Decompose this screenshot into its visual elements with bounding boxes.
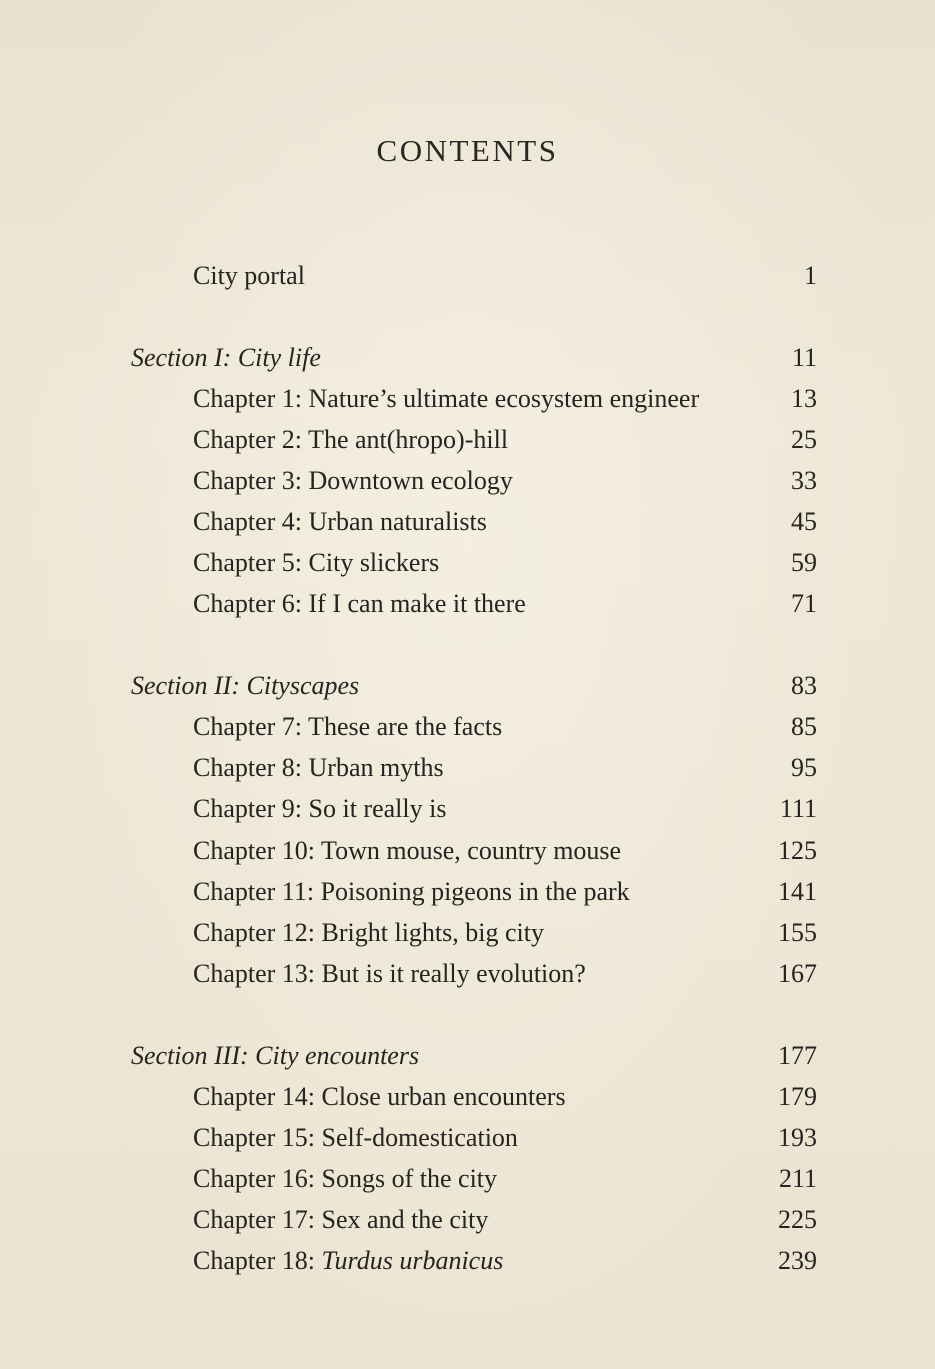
toc-chapter-4[interactable] — [0, 506, 935, 538]
toc-chapter-label: Chapter 14: Close urban encounters — [193, 1082, 566, 1111]
toc-page-number: 25 — [791, 425, 817, 454]
toc-chapter-3[interactable] — [0, 465, 935, 497]
toc-page-number: 11 — [791, 343, 817, 372]
toc-chapter-label: Chapter 3: Downtown ecology — [193, 466, 513, 495]
toc-chapter-10[interactable] — [0, 835, 935, 867]
toc-page-number: 179 — [778, 1082, 817, 1111]
toc-chapter-17[interactable] — [0, 1204, 935, 1236]
toc-chapter-label: Chapter 4: Urban naturalists — [193, 507, 487, 536]
toc-chapter-7[interactable] — [0, 711, 935, 743]
toc-chapter-8[interactable] — [0, 752, 935, 784]
toc-chapter-label: Chapter 9: So it really is — [193, 794, 447, 823]
toc-chapter-label: Chapter 10: Town mouse, country mouse — [193, 836, 622, 865]
toc-chapter-label: Chapter 11: Poisoning pigeons in the park — [193, 877, 630, 906]
toc-chapter-12[interactable] — [0, 917, 935, 949]
toc-page-number: 45 — [791, 507, 817, 536]
toc-page-number: 193 — [778, 1123, 817, 1152]
toc-page-number: 167 — [778, 959, 817, 988]
toc-chapter-2[interactable] — [0, 424, 935, 456]
toc-page-number: 211 — [778, 1164, 817, 1193]
toc-entry-label: City portal — [193, 261, 305, 290]
toc-page-number: 1 — [804, 261, 817, 290]
toc-chapter-label-prefix: Chapter 18: — [193, 1246, 316, 1275]
toc-chapter-1[interactable] — [0, 383, 935, 415]
toc-chapter-label-italic: Turdus urbanicus — [321, 1246, 504, 1275]
toc-page-number: 177 — [778, 1041, 817, 1070]
toc-chapter-11[interactable] — [0, 876, 935, 908]
toc-page-number: 95 — [791, 753, 817, 782]
toc-chapter-13[interactable] — [0, 958, 935, 990]
toc-chapter-label: Chapter 1: Nature’s ultimate ecosystem engineer — [193, 384, 700, 413]
toc-chapter-9[interactable] — [0, 793, 935, 825]
toc-chapter-label: Chapter 13: But is it really evolution? — [193, 959, 586, 988]
toc-section-label: Section III: City encounters — [131, 1041, 420, 1070]
toc-section-3[interactable] — [0, 1040, 935, 1072]
toc-page-number: 111 — [779, 794, 817, 823]
toc-section-2[interactable] — [0, 670, 935, 702]
toc-page-number: 239 — [778, 1246, 817, 1275]
toc-chapter-label: Chapter 8: Urban myths — [193, 753, 444, 782]
toc-chapter-label: Chapter 2: The ant(hropo)-hill — [193, 425, 509, 454]
toc-chapter-6[interactable] — [0, 588, 935, 620]
toc-chapter-label: Chapter 7: These are the facts — [193, 712, 503, 741]
toc-chapter-label: Chapter 6: If I can make it there — [193, 589, 526, 618]
page-title: CONTENTS — [376, 133, 559, 168]
toc-page-number: 59 — [791, 548, 817, 577]
toc-section-label: Section I: City life — [131, 343, 321, 372]
toc-page-number: 83 — [791, 671, 817, 700]
toc-entry-city-portal[interactable] — [0, 260, 935, 292]
toc-section-1[interactable] — [0, 342, 935, 374]
toc-page-number: 225 — [778, 1205, 817, 1234]
toc-chapter-label: Chapter 16: Songs of the city — [193, 1164, 498, 1193]
toc-page-number: 13 — [791, 384, 817, 413]
toc-chapter-label — [193, 1245, 503, 1277]
toc-chapter-label: Chapter 17: Sex and the city — [193, 1205, 489, 1234]
toc-chapter-15[interactable] — [0, 1122, 935, 1154]
toc-chapter-14[interactable] — [0, 1081, 935, 1113]
toc-page-number: 155 — [778, 918, 817, 947]
toc-page-number: 141 — [778, 877, 817, 906]
toc-page-number: 125 — [778, 836, 817, 865]
toc-chapter-5[interactable] — [0, 547, 935, 579]
toc-page-number: 71 — [791, 589, 817, 618]
toc-section-label: Section II: Cityscapes — [131, 671, 360, 700]
toc-chapter-label: Chapter 12: Bright lights, big city — [193, 918, 544, 947]
toc-chapter-18[interactable] — [0, 1245, 935, 1277]
toc-chapter-label: Chapter 15: Self-domestication — [193, 1123, 518, 1152]
toc-page-number: 33 — [791, 466, 817, 495]
bleed-through-text — [95, 20, 855, 143]
toc-chapter-label: Chapter 5: City slickers — [193, 548, 440, 577]
toc-page-number: 85 — [791, 712, 817, 741]
toc-chapter-16[interactable] — [0, 1163, 935, 1195]
